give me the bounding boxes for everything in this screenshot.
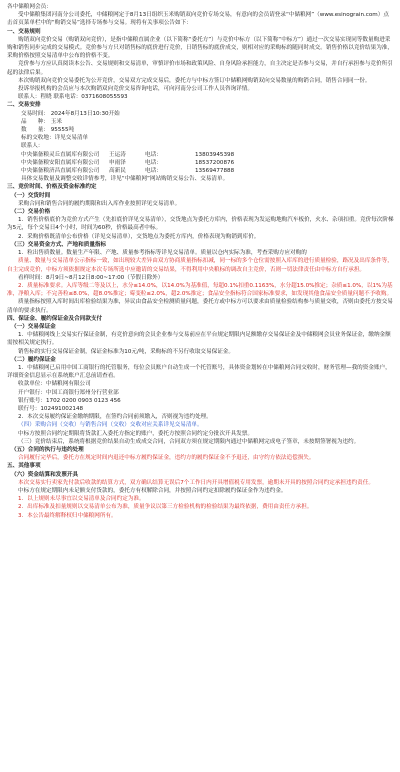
contact-name: 申雨泽 (109, 159, 126, 166)
contact-org: 中央储备粮安阳直属库有限公司 (21, 159, 100, 166)
paragraph: 具体交易数量及调整交收详情参考，详见“中储粮网”网站购销交易公告、交易清单。 (21, 176, 229, 183)
contact-tel-label: 电话： (145, 151, 162, 158)
section-heading: 三、竞价时间、价格及资金标准约定 (7, 184, 97, 191)
paragraph: （三）竞价结束后，系统将根据竞价结果自动生成成交合同，合同双方须在规定期限内通过中储粮网完成电子签章，未按期签署视为违约。 (18, 438, 360, 445)
paragraph: （一）交货时间 (11, 192, 51, 199)
paragraph: （六）资金结算和发票开具 (11, 471, 79, 478)
paragraph: （二）履约保证金 (11, 356, 56, 363)
contact-table (7, 151, 394, 176)
intro-paragraph: 受中储粮集团河南分公司委托，中储粮网定于8月13日组织玉米购销双向竞价专场交易，有意向的会员请登录“中储粮网”（www.esinograin.com）点击首页菜单栏中的“购销交易”选择专场参与交易。现将有关事项公告如下： (7, 12, 389, 27)
contact-tel: 13569477888 (195, 168, 235, 175)
sections (7, 28, 394, 520)
paragraph: 收款单位：中储粮网有限公司 (18, 381, 91, 388)
paragraph: 采购合同和销售合同的履约期限和出入库作业按照详见交易清单。 (18, 200, 181, 207)
paragraph: 2．采购价格既清单公布价格（详见交易清单），交货地点为委托方库内，价格表现为购销到库价。 (18, 233, 260, 240)
paragraph: 销售标的实行交易保证金制，保证金标准为10元/吨，采购标的不另行收取交易保证金。 (18, 348, 234, 355)
paragraph: 1．中储粮网线上交易实行保证金制，有竞价意向的会员企业参与交易前应在平台规定期限内足额缴存交易保证金及中储粮网会员业务保证金，缴纳金额需按相关规定执行。 (7, 332, 391, 347)
paragraph: 合同履行完毕后，委托方在规定时间内退还中标方履约保证金，违约方的履约保证金不予退还，由守约方依法追偿损失。 (18, 455, 315, 462)
section-heading: 四、保证金、履约保证金及合同款支付 (7, 315, 103, 322)
contact-tel: 18537200876 (195, 159, 235, 166)
paragraph: 联行号：102491002148 (18, 405, 84, 412)
paragraph: 2．质量标准要求。入库等级二等及以上，水分≤14.0%，以14.0%为基准值，每超0.1%扣重0.1163%，水分超15.0%推定；杂质≤1.0%，以1%为基准，净粮入库；不完善粒≤8.0%，超8.0%推定；霉变粒≤2.0%，超2.0%推定；食品安全指标符合国家标准要求，如发现其他食品安全质量问题不予收购。 (7, 282, 393, 298)
contact-org: 中央储备粮济昌直属库有限公司 (21, 168, 100, 175)
paragraph: （五）合同的执行与违约处理 (11, 446, 84, 453)
paragraph: 1．中储粮网已启用中国工商银行的托管服务，每位会员账户自动生成一个托管账号，具体资金划转在中储粮网合同交收时，财务管理—我的资金账户，详细资金信息显示在系统账户汇总前请查看。 (7, 364, 391, 380)
paragraph: 1．销售价格底价为竞价方式产生（先扣底价详见交易清单），交货地点为委托方库内，价格表现为发运购地购汽车板价，火水、杂项扣重。竞价每次阶梯为5元，每个交易日4个小时，时间为60秒，价格最高者中标。 (7, 217, 394, 232)
paragraph: 本次购销双向竞价交易委托为公开竞价，交易双方完成交易后，委托方与中标方签订中储粮网购销双向交易数量的购销合同，销售合同同一份。 (18, 77, 371, 84)
paragraph: （四）采购合同（交收）与销售合同（交收）交收对应关系详见交易清单。 (18, 422, 203, 429)
section-heading: 二、交易安排 (7, 102, 41, 109)
paragraph: 本次交易实行卖家先付款后收款的结算方式，双方确认结算无误后7个工作日内开具增值税专用发票，逾期未开具的按照合同约定承担违约责任。 (18, 479, 374, 486)
paragraph: 品 种： 玉米 (21, 118, 62, 125)
paragraph: 2．出库标准及扣量规则以交易清单公布为准，质量争议以第三方检验机构的检验结果为最终依据，费用由责任方承担。 (18, 504, 313, 511)
contact-row (21, 159, 394, 167)
paragraph: 数 量： 95555吨 (21, 127, 75, 134)
paragraph: 质量指标按照入库时间出库检验结果为准，异议由食品安全检测质量问题，委托方或中标方可以要求由质量检验结构参与质量交收，否则由委托方按交易清单的要求执行。 (7, 299, 393, 314)
paragraph: （二）交易价格 (11, 209, 51, 216)
paragraph: 1．以上规则未尽事宜以交易清单及合同约定为准。 (18, 496, 145, 503)
paragraph: 开户银行：中国工商银行郑州分行营业部 (18, 389, 119, 396)
paragraph: （三）交易资金方式、产地和质量指标 (11, 241, 107, 248)
contact-row (21, 151, 394, 159)
contact-tel-label: 电话： (145, 159, 162, 166)
contact-tel: 13803945398 (195, 151, 235, 158)
paragraph: 银行账号：1702 0200 0903 0123 456 (18, 397, 121, 404)
section-heading: 五、其他事项 (7, 463, 41, 470)
paragraph: 2．本次交易履约保证金缴纳期限，在签约合同前须缴入，否则视为违约处理。 (18, 414, 212, 421)
paragraph: 标的交收地：详见交易清单 (21, 135, 89, 142)
contact-org: 中央储备粮灵丘直属库有限公司 (21, 151, 100, 158)
contact-name: 王运涛 (109, 151, 126, 158)
paragraph: 联系人：程晓 联系电话：0371608055593 (18, 94, 128, 101)
paragraph: 竞价参与方应认真阅读本公告、交易规则和交易清单，审慎评价市场和政策风险、自身风险承担能力，自主决定是否参与交易，并自行承担参与竞价所引起的法律后果。 (7, 61, 393, 76)
paragraph: 质量、数量与交易清单公示指标一致，如出现较大差异由双方协商质量指标扣减，同一标的多个仓位需按照入库库的进行质量检验，路况及出库条件等，自主完成竞价，中标方须依据规定本次专场所选中应邀请的交易结果，不得利用中央粮标的调改自主竞价，否则一切法律责任由中标方自行承担。 (7, 258, 393, 273)
contact-row (21, 167, 394, 175)
paragraph: 中标方在规定期限内未足额支付货款的，委托方有权解除合同，并按照合同约定扣除履约保证金作为违约金。 (18, 487, 287, 494)
paragraph: 3．本公告最终解释权归中储粮网所有。 (18, 512, 117, 519)
paragraph: 交易时间： 2024年8月13日10:30开始 (21, 110, 120, 117)
greeting: 各中储粮网会员： (7, 4, 52, 10)
paragraph: 1．粒出售质数量。数量生产年限、产地、质量参考指标等详见交易清单。质量以仓内实际为准，考查采购方应对购的 (18, 250, 307, 257)
contact-tel-label: 电话： (145, 168, 162, 175)
contact-name: 高新民 (109, 168, 126, 175)
paragraph: 投诉举报机构的会员应与本次购销双向竞价交易咨询电话，可向河南分公司工作人员咨询详情。 (18, 86, 253, 93)
section-heading: 一、交易规则 (7, 28, 41, 35)
intro (7, 11, 394, 27)
paragraph: 中标方按照合同约定期限将货款汇入委托方指定的账户，委托方按照合同约定分批次开具发票。 (18, 430, 253, 437)
paragraph: 联系人： (21, 143, 44, 150)
paragraph: 看样时间：8月9日~8月12日8:00~17:00（节假日除外） (18, 274, 164, 281)
paragraph: （一）交易保证金 (11, 323, 56, 330)
paragraph: 购销双向竞价交易（购销双向竞价），是指中储粮直属企业（以下简称“委托方”）与竞价中标方（以下简称“中标方”）通过一次交易实现同等数量购进采购和销售同步完成的交易模式。竞价参与方只对销售标的底价进行竞价，日销售标的底价成交，则相对应的采购标的随同时成交。销售价格以竞价结果为准，采购价格按照交易清单中公布的价格不变。 (7, 36, 393, 60)
